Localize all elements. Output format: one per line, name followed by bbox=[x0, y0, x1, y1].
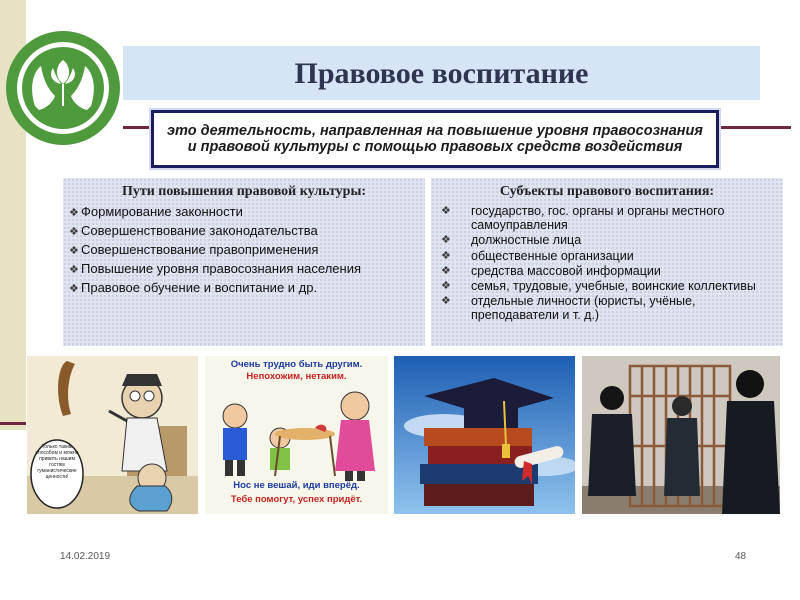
courtroom-police-image bbox=[582, 356, 780, 514]
ways-panel bbox=[63, 178, 425, 346]
list-item: ❖ семья, трудовые, учебные, воинские коллективы bbox=[441, 279, 756, 294]
diamond-bullet-icon: ❖ bbox=[441, 295, 451, 308]
diamond-bullet-icon: ❖ bbox=[441, 280, 451, 293]
divider-line-right bbox=[719, 126, 791, 129]
cartoon-punishment-image bbox=[27, 356, 198, 514]
list-item: ❖ средства массовой информации bbox=[441, 263, 661, 278]
tolerance-poster-image bbox=[205, 356, 388, 514]
hands-tulip-logo-icon bbox=[3, 28, 123, 148]
books-graduation-cap-image bbox=[394, 356, 575, 514]
diamond-bullet-icon: ❖ bbox=[69, 283, 79, 295]
subjects-heading: Субъекты правового воспитания: bbox=[499, 184, 715, 199]
subjects-list bbox=[437, 204, 777, 323]
diamond-bullet-icon: ❖ bbox=[441, 234, 451, 247]
list-item: ❖ государство, гос. органы и органы местного самоуправления bbox=[441, 204, 725, 233]
diamond-bullet-icon: ❖ bbox=[69, 245, 79, 257]
poster-top-line-2: Непохожим, нетаким. bbox=[246, 371, 347, 382]
slide-title: Правовое воспитание bbox=[294, 57, 589, 90]
list-item: ❖ Правовое обучение и воспитание и др. bbox=[69, 280, 318, 295]
poster-bottom-line-2: Тебе помогут, успех придёт. bbox=[230, 494, 363, 505]
footer-date: 14.02.2019 bbox=[60, 551, 111, 562]
list-item: ❖ Формирование законности bbox=[69, 204, 243, 219]
ways-list bbox=[69, 204, 419, 297]
list-item: ❖ отдельные личности (юристы, учёные, преподаватели и т. д.) bbox=[441, 294, 696, 323]
divider-line-left bbox=[123, 126, 151, 129]
diamond-bullet-icon: ❖ bbox=[441, 249, 451, 262]
cartoon-speech-text: Только таким способом и можно привить нашим гостям гуманистические ценности! bbox=[35, 444, 79, 480]
definition-text: это деятельность, направленная на повышение уровня правосознания и правовой культуры с помощью правовых средств воздействия bbox=[167, 123, 703, 155]
page-number: 48 bbox=[735, 551, 747, 562]
list-item: ❖ Совершенствование правоприменения bbox=[69, 242, 319, 257]
poster-top-line-1: Очень трудно быть другим. bbox=[230, 359, 363, 370]
diamond-bullet-icon: ❖ bbox=[69, 264, 79, 276]
list-item: ❖ Повышение уровня правосознания населения bbox=[69, 261, 362, 276]
subjects-panel bbox=[431, 178, 783, 346]
diamond-bullet-icon: ❖ bbox=[69, 226, 79, 238]
list-item: ❖ должностные лица bbox=[441, 233, 582, 248]
list-item: ❖ общественные организации bbox=[441, 248, 634, 263]
definition-box bbox=[151, 110, 719, 168]
diamond-bullet-icon: ❖ bbox=[441, 264, 451, 277]
poster-bottom-line-1: Нос не вешай, иди вперёд. bbox=[233, 480, 360, 491]
diamond-bullet-icon: ❖ bbox=[69, 207, 79, 219]
list-item: ❖ Совершенствование законодательства bbox=[69, 223, 318, 238]
left-decor-line bbox=[0, 422, 26, 425]
diamond-bullet-icon: ❖ bbox=[441, 205, 451, 217]
ways-heading: Пути повышения правовой культуры: bbox=[121, 184, 367, 199]
